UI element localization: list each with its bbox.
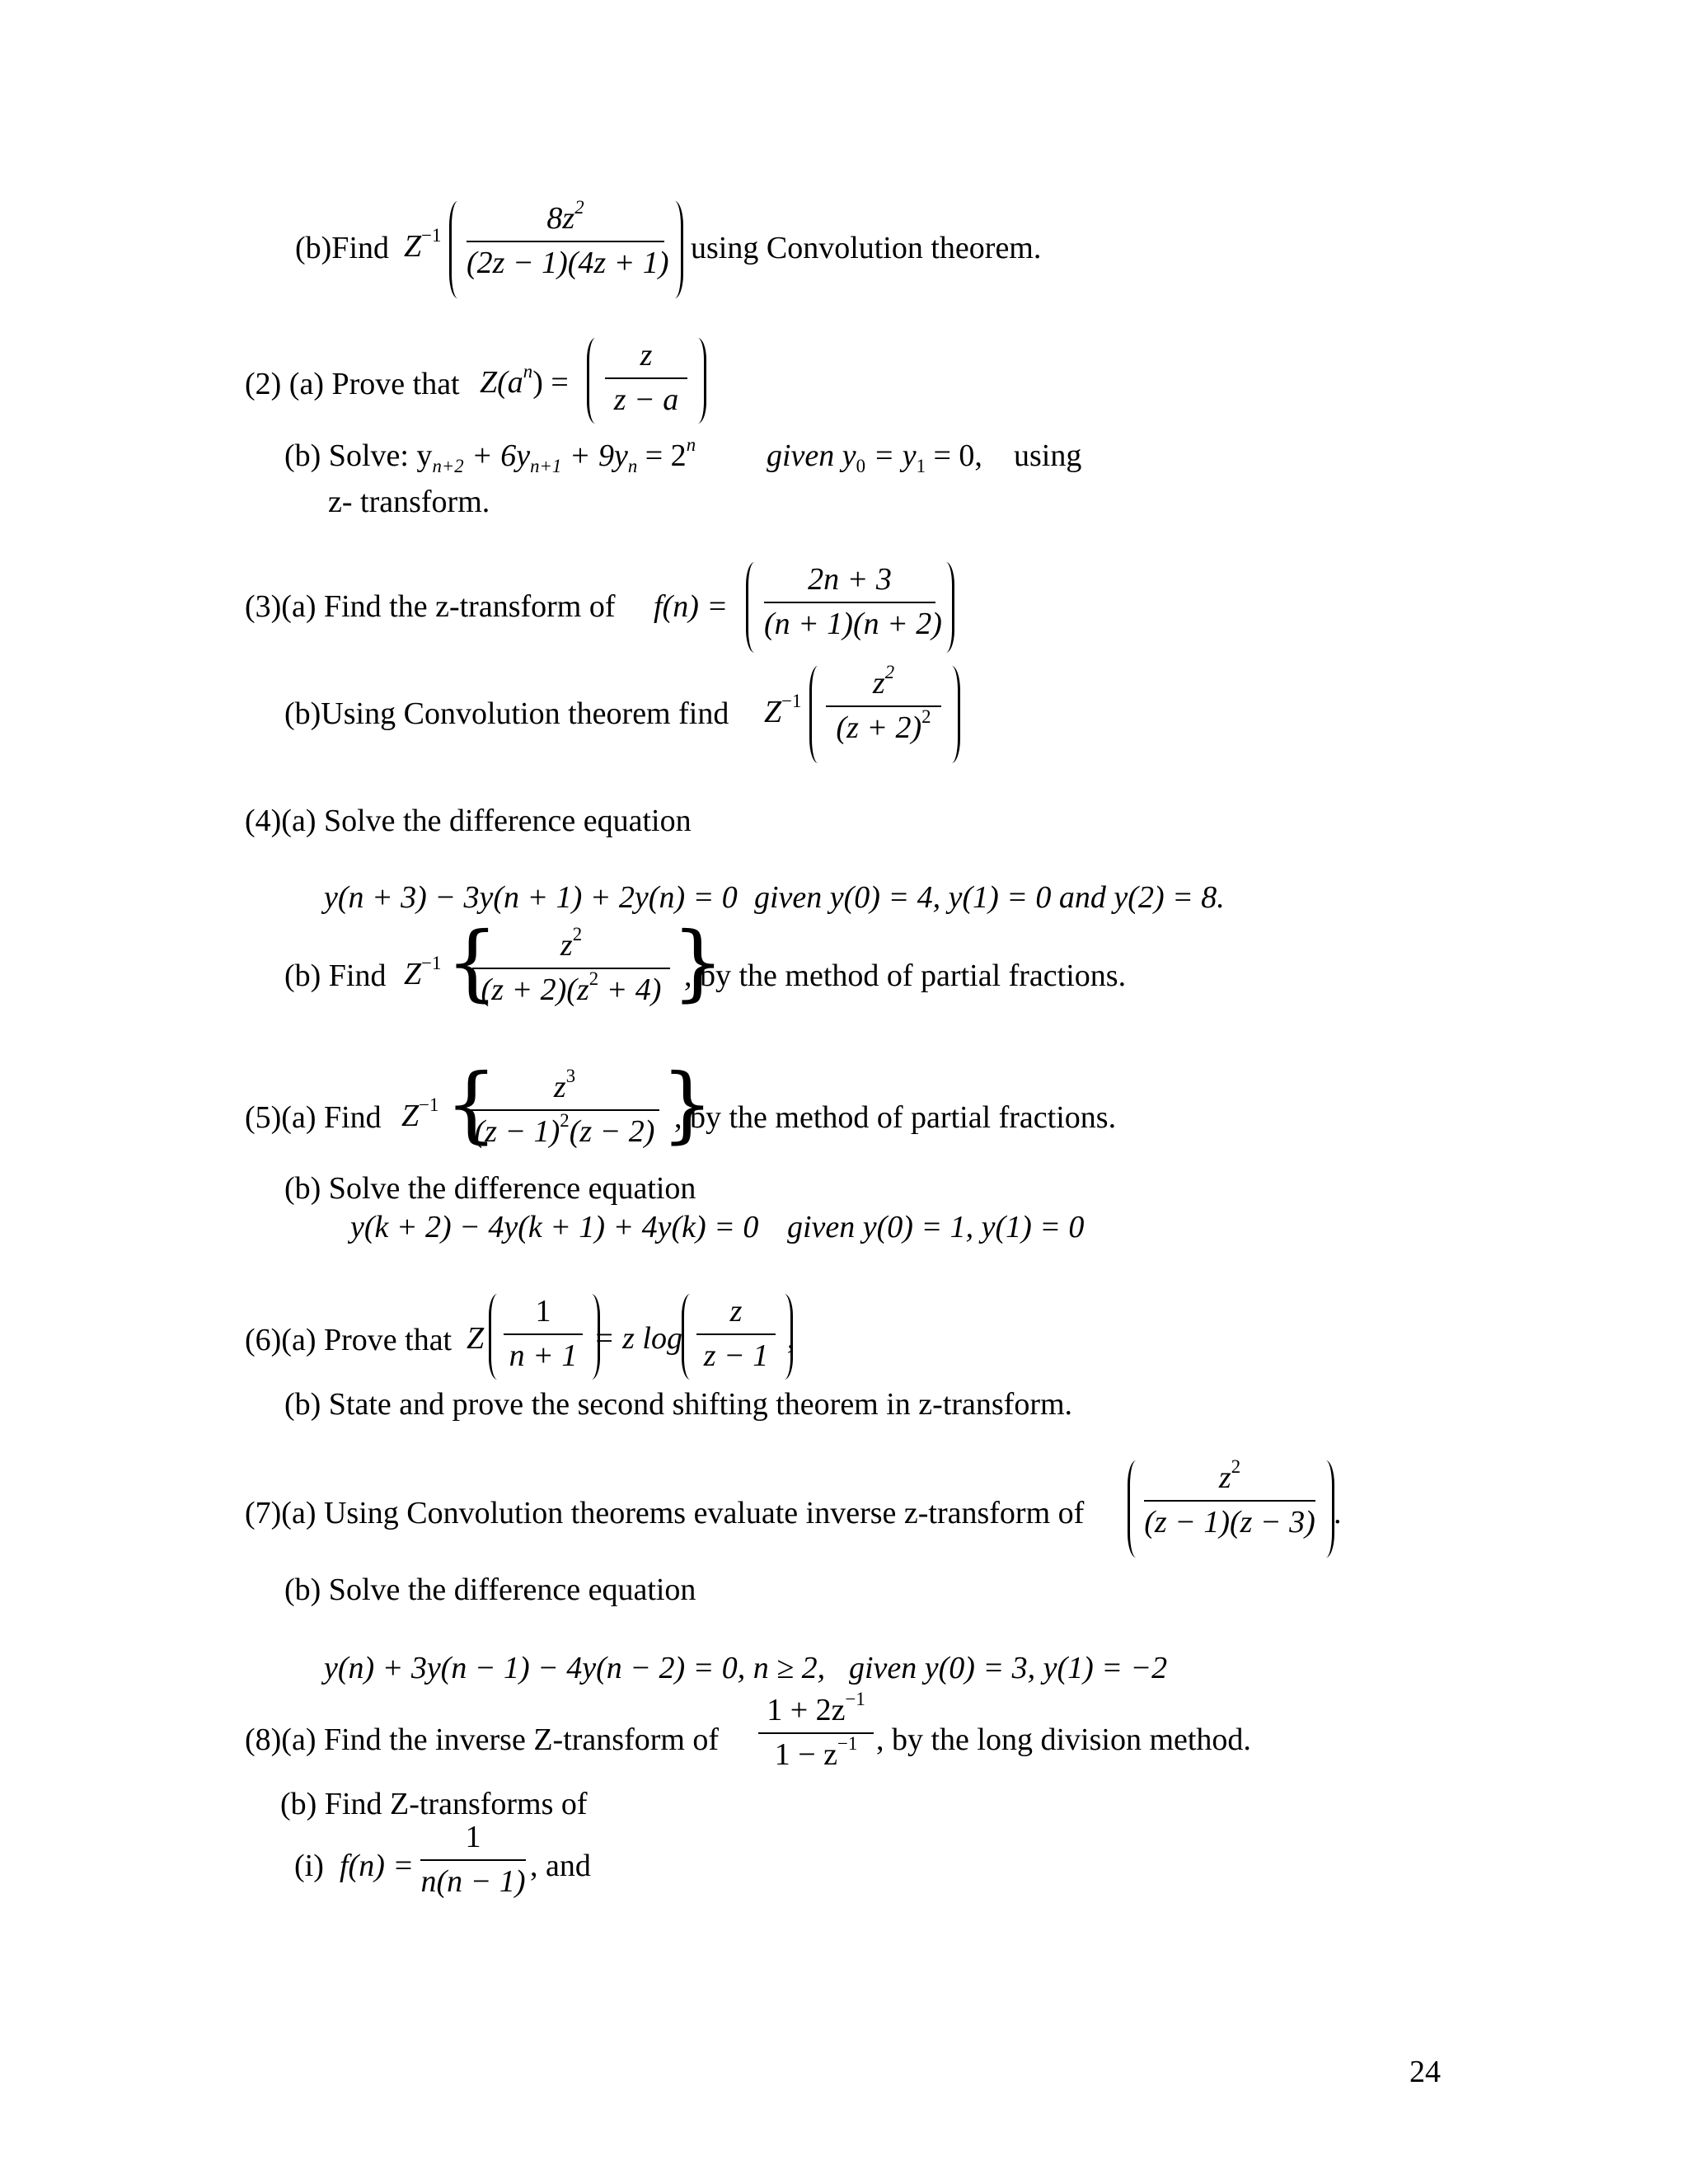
q3a-prefix: (3)(a) Find the z-transform of (245, 589, 616, 624)
q1b-prefix: (b)Find (295, 231, 389, 265)
q6b-text: (b) State and prove the second shifting theorem in z-transform. (284, 1387, 1073, 1422)
q1b-suffix: using Convolution theorem. (691, 231, 1042, 265)
right-paren (937, 562, 954, 653)
q7a-prefix: (7)(a) Using Convolution theorems evaluate inverse z-transform of (245, 1496, 1085, 1530)
q6a-fraction-2: z z − 1 (696, 1294, 776, 1374)
q3b-fraction: $z^2$ $(z + 2)^2$ (826, 666, 941, 746)
q2b-equation: (b) Solve: $y_{n+2} + 6y_{n+1} + 9y_n = 2^n$ (284, 434, 696, 476)
left-paren (1128, 1460, 1145, 1558)
q8a-suffix: , by the long division method. (876, 1722, 1251, 1757)
q6a-prefix: (6)(a) Prove that (245, 1323, 452, 1357)
q8b-lhs: f(n) = (340, 1849, 415, 1883)
q8a-prefix: (8)(a) Find the inverse Z-transform of (245, 1722, 720, 1757)
q2b-line2: z- transform. (328, 485, 490, 519)
q7b-line1: (b) Solve the difference equation (284, 1572, 696, 1607)
q3b-prefix: (b)Using Convolution theorem find (284, 696, 729, 731)
q7b-equation: y(n) + 3y(n − 1) − 4y(n − 2) = 0, n ≥ 2, (324, 1651, 826, 1685)
q5b-given: given y(0) = 1, y(1) = 0 (787, 1210, 1085, 1244)
q8b-suffix: , and (530, 1849, 591, 1883)
q8a-fraction: $1 + 2z^{-1}$ $1 - z^{-1}$ (758, 1693, 874, 1773)
q5a-fraction: $z^3$ $(z - 1)^2(z - 2)$ (470, 1070, 659, 1150)
q4b-prefix: (b) Find (284, 958, 387, 993)
right-brace: } (672, 914, 724, 1010)
q4b-inverse-z: $Z^{-1}$ (404, 952, 442, 991)
q2a-fraction: z z − a (605, 338, 687, 418)
right-paren (689, 338, 706, 424)
q4a-equation: y(n + 3) − 3y(n + 1) + 2y(n) = 0 (324, 880, 738, 915)
q6a-tail: , (787, 1321, 795, 1356)
q7b-given: given y(0) = 3, y(1) = −2 (849, 1651, 1168, 1685)
q8b-line1: (b) Find Z-transforms of (280, 1787, 588, 1821)
right-paren (1317, 1460, 1334, 1558)
q7a-tail: . (1334, 1496, 1342, 1530)
q8b-item: (i) (294, 1849, 324, 1883)
q2b-using: using (1014, 438, 1082, 473)
q2a-prefix: (2) (a) Prove that (245, 367, 460, 401)
q5a-inverse-z: $Z^{-1}$ (401, 1094, 439, 1133)
q4b-fraction: $z^2$ $(z + 2)(z^2 + 4)$ (472, 928, 670, 1008)
q4a-prefix: (4)(a) Solve the difference equation (245, 804, 692, 838)
left-paren (449, 201, 467, 298)
right-paren (943, 666, 960, 763)
q1b-fraction: $8z^2$ (2z − 1)(4z + 1) (467, 196, 669, 280)
q3a-fraction: 2n + 3 (n + 1)(n + 2) (764, 562, 942, 641)
q7a-fraction: $z^2$ (z − 1)(z − 3) (1144, 1455, 1315, 1540)
left-paren (809, 666, 827, 763)
q4a-given: given y(0) = 4, y(1) = 0 and y(2) = 8. (754, 880, 1225, 915)
left-paren (587, 338, 604, 424)
left-paren (746, 562, 763, 653)
page-number: 24 (1409, 2055, 1441, 2089)
q6a-mid: = z log (593, 1321, 682, 1356)
right-paren (666, 201, 683, 298)
q2b-given: given $y_0 = y_1 = 0$, (767, 438, 982, 476)
right-brace: } (661, 1056, 714, 1152)
q4b-suffix: , by the method of partial fractions. (684, 958, 1127, 993)
q3a-lhs: f(n) = (654, 589, 729, 624)
q5b-equation: y(k + 2) − 4y(k + 1) + 4y(k) = 0 (350, 1210, 759, 1244)
q3b-inverse-z: $Z^{-1}$ (764, 690, 802, 729)
q2a-lhs: $Z(a^n)$ = (480, 360, 569, 400)
q5b-line1: (b) Solve the difference equation (284, 1171, 696, 1206)
q5a-suffix: , by the method of partial fractions. (674, 1100, 1117, 1135)
left-brace: { (445, 1056, 498, 1152)
left-brace: { (446, 914, 499, 1010)
q8b-fraction: 1 n(n − 1) (420, 1820, 526, 1899)
q5a-prefix: (5)(a) Find (245, 1100, 382, 1135)
q6a-z: Z (467, 1321, 485, 1356)
q6a-fraction-1: 1 n + 1 (504, 1294, 583, 1374)
q1b-inverse-z: $Z^{-1}$ (404, 224, 442, 264)
